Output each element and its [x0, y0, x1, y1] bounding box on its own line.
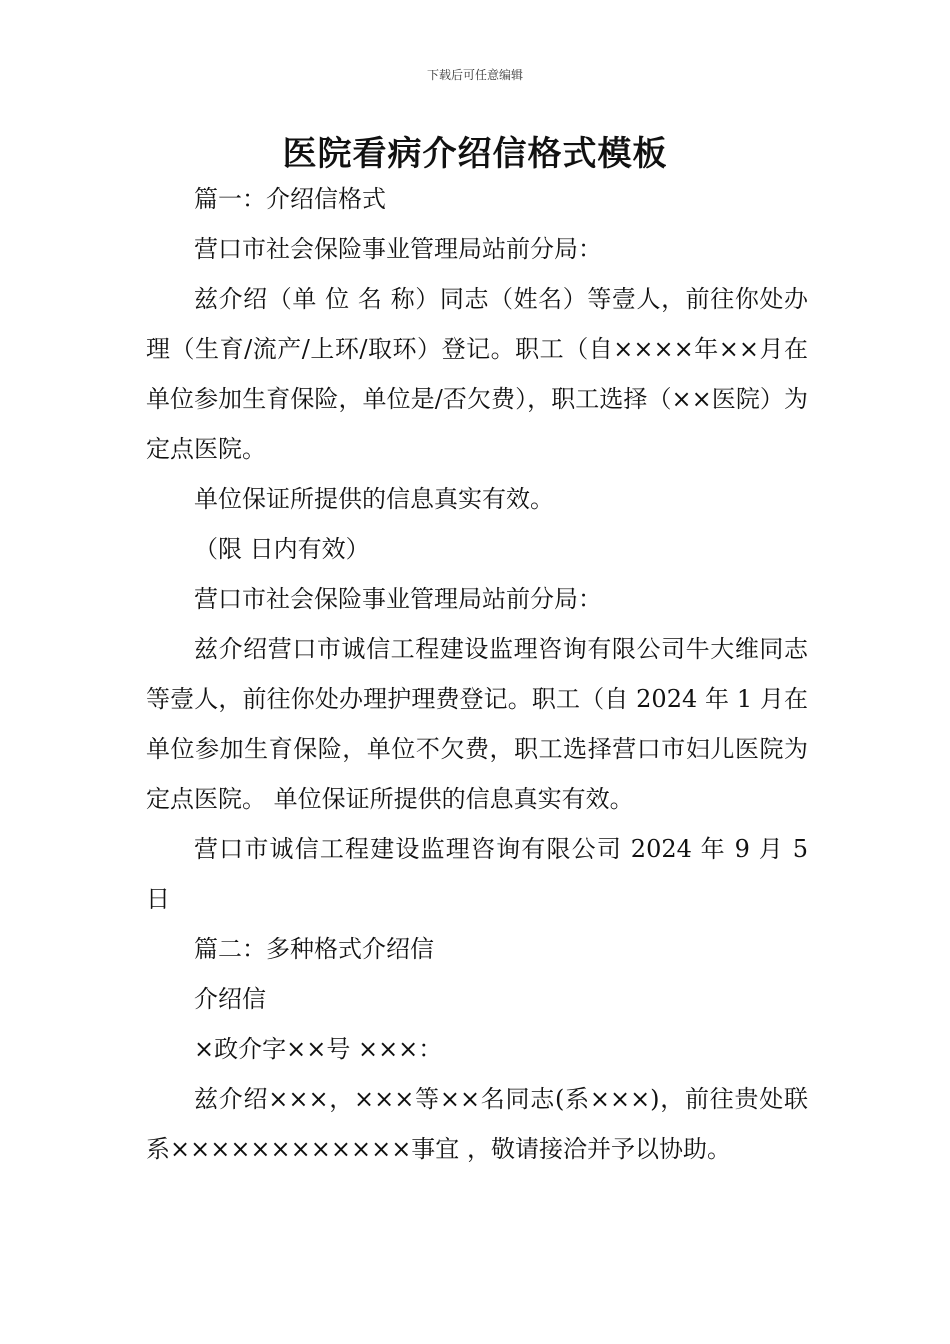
- addressee: 营口市社会保险事业管理局站前分局：: [194, 235, 602, 263]
- section-heading-1: 篇一：介绍信格式: [194, 185, 386, 213]
- document-title: 医院看病介绍信格式模板: [282, 134, 668, 174]
- page-header: 下载后可任意编辑: [426, 68, 523, 82]
- section-heading-2: 篇二：多种格式介绍信: [194, 935, 434, 963]
- body-paragraph: 兹介绍营口市诚信工程建设监理咨询有限公司牛大维同志等壹人，前往你处办理护理费登记。职工（自 2024 年 1 月在单位参加生育保险，单位不欠费，职工选择营口市妇儿医院为定点医院。 单位保证所提供的信息真实有效。: [146, 635, 808, 813]
- addressee: 营口市社会保险事业管理局站前分局：: [194, 585, 602, 613]
- signature-date: 营口市诚信工程建设监理咨询有限公司 2024 年 9 月 5 日: [146, 835, 808, 913]
- guarantee-statement: 单位保证所提供的信息真实有效。: [194, 485, 554, 513]
- body-paragraph: 兹介绍×××，×××等××名同志(系×××)，前往贵处联系××××××××××××事宜 ，敬请接洽并予以协助。: [146, 1085, 808, 1163]
- document-body: [146, 174, 808, 1174]
- letter-heading: 介绍信: [194, 985, 266, 1013]
- validity-note: （限 日内有效）: [194, 535, 370, 563]
- body-paragraph: 兹介绍（单 位 名 称）同志（姓名）等壹人，前往你处办理（生育/流产/上环/取环）登记。职工（自××××年××月在单位参加生育保险，单位是/否欠费），职工选择（××医院）为定点医院。: [146, 285, 808, 463]
- reference-number: ×政介字××号 ×××：: [194, 1035, 443, 1063]
